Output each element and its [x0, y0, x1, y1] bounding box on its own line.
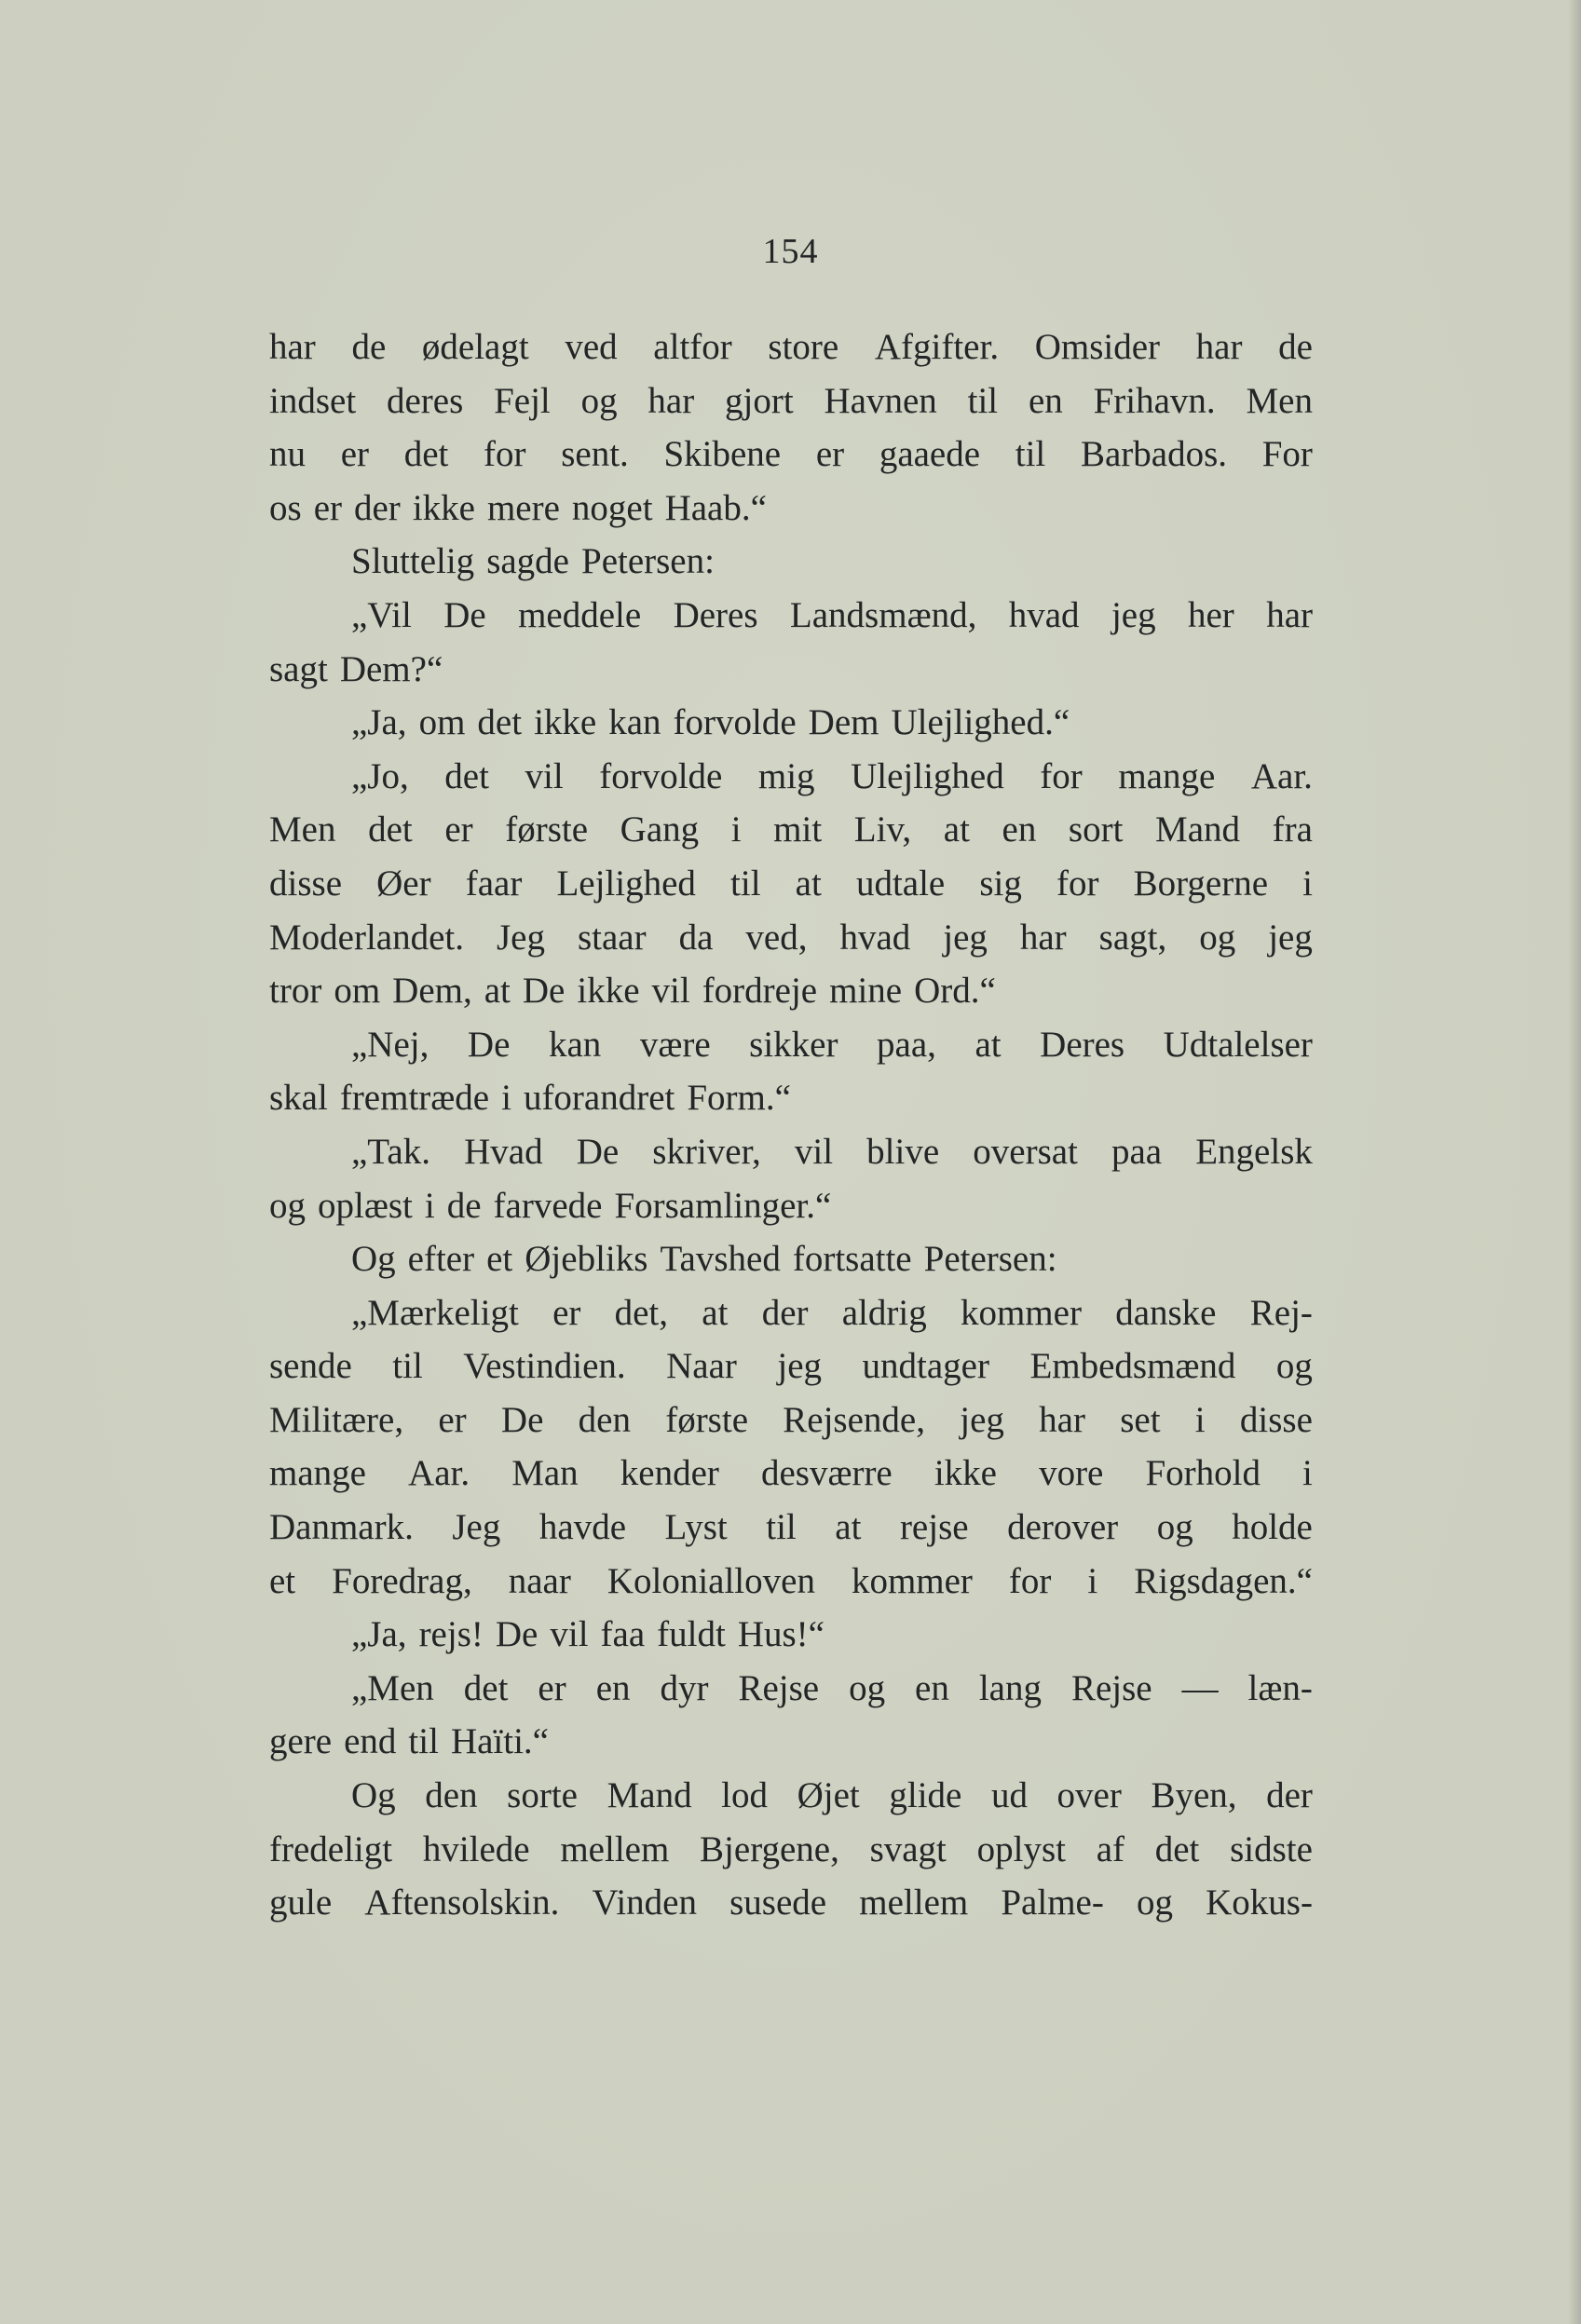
word: Havnen: [824, 380, 937, 421]
text-line: [269, 589, 1313, 643]
word: fredeligt: [269, 1828, 393, 1869]
text-line: [269, 1555, 1313, 1609]
text-line: [269, 857, 1313, 911]
text-line: [269, 1769, 1313, 1823]
word: blive: [866, 1131, 940, 1172]
word: vore: [1039, 1453, 1104, 1494]
word: Forsamlinger.“: [614, 1185, 832, 1226]
word: Aar.: [408, 1453, 470, 1494]
text-line: [269, 1662, 1313, 1716]
word: „Jo,: [351, 755, 409, 796]
word: og: [849, 1667, 886, 1708]
word: har: [1019, 917, 1067, 958]
word: kommer: [851, 1560, 973, 1601]
word: Dem,: [392, 971, 472, 1012]
word: Skibene: [663, 434, 782, 475]
word: vil: [794, 1131, 834, 1172]
word: Bjergene,: [700, 1828, 839, 1869]
word: det: [444, 755, 489, 796]
word: læn-: [1247, 1667, 1313, 1708]
word: Engelsk: [1195, 1131, 1313, 1172]
word: mellem: [859, 1882, 969, 1923]
word: end: [344, 1721, 397, 1762]
word: Rejse: [738, 1667, 820, 1708]
word: Ord.“: [914, 971, 996, 1012]
word: en: [915, 1667, 949, 1708]
text-line: [269, 1339, 1313, 1393]
word: om: [418, 702, 466, 743]
text-line: [269, 803, 1313, 857]
word: de: [446, 1185, 482, 1226]
word: at: [943, 809, 970, 850]
word: i: [424, 1185, 435, 1226]
word: for: [1008, 1560, 1052, 1601]
word: fra: [1272, 809, 1313, 850]
word: De: [467, 1024, 511, 1065]
word: Petersen:: [581, 541, 715, 582]
word: Barbados.: [1080, 434, 1228, 475]
word: Dem?“: [339, 648, 443, 689]
word: ved: [565, 327, 618, 367]
word: Haab.“: [664, 487, 767, 528]
word: har: [1266, 594, 1313, 635]
word: for: [484, 434, 526, 475]
word: ved,: [745, 917, 808, 958]
word: dyr: [660, 1667, 709, 1708]
word: „Ja,: [351, 1614, 407, 1655]
text-line: [269, 428, 1313, 482]
word: Fejl: [494, 380, 551, 421]
word: være: [639, 1024, 711, 1065]
word: rejse: [899, 1507, 969, 1548]
text-line: [269, 1286, 1313, 1340]
word: og: [1275, 1346, 1313, 1387]
word: vil: [525, 755, 564, 796]
word: mellem: [560, 1828, 670, 1869]
word: hvad: [839, 917, 911, 958]
word: „Ja,: [351, 702, 407, 743]
text-line: [269, 1232, 1313, 1286]
word: Foredrag,: [332, 1560, 472, 1601]
text-line: [269, 911, 1313, 965]
word: „Tak.: [351, 1131, 430, 1172]
word: Rejse: [1070, 1667, 1152, 1708]
word: ikke: [577, 971, 640, 1012]
word: det,: [614, 1292, 669, 1333]
word: gjort: [725, 380, 794, 421]
word: der: [761, 1292, 809, 1333]
word: Og: [351, 1239, 396, 1280]
word: kan: [608, 702, 661, 743]
word: forvolde: [599, 755, 723, 796]
word: nu: [269, 434, 306, 475]
text-line: [269, 1179, 1313, 1233]
word: lang: [978, 1667, 1042, 1708]
word: gere: [269, 1721, 333, 1762]
word: er: [815, 434, 845, 475]
word: i: [501, 1078, 511, 1119]
word: Gang: [620, 809, 700, 850]
word: „Vil: [351, 594, 412, 635]
word: De: [576, 1131, 620, 1172]
word: rejs!: [418, 1614, 484, 1655]
word: Ulejlighed: [851, 755, 1004, 796]
word: de: [351, 327, 387, 367]
word: der: [354, 487, 401, 528]
word: kan: [548, 1024, 602, 1065]
word: mine: [829, 971, 903, 1012]
word: De: [522, 971, 566, 1012]
word: jeg: [960, 1399, 1004, 1440]
word: den: [425, 1775, 478, 1816]
word: De: [495, 1614, 538, 1655]
word: disse: [269, 863, 342, 904]
word: naar: [508, 1560, 571, 1601]
word: der: [1266, 1775, 1313, 1816]
word: jeg: [1111, 594, 1156, 635]
word: meddele: [518, 594, 642, 635]
word: danske: [1115, 1292, 1217, 1333]
word: har: [647, 380, 695, 421]
word: og: [269, 1185, 306, 1226]
word: hvad: [1008, 594, 1080, 635]
word: staar: [577, 917, 647, 958]
word: Lyst: [664, 1507, 728, 1548]
word: derover: [1007, 1507, 1119, 1548]
word: Jeg: [452, 1507, 501, 1548]
word: havde: [538, 1507, 627, 1548]
word: Liv,: [853, 809, 912, 850]
word: mange: [1118, 755, 1216, 796]
word: Borgerne: [1133, 863, 1269, 904]
word: gule: [269, 1882, 333, 1923]
word: paa: [1111, 1131, 1163, 1172]
word: at: [702, 1292, 729, 1333]
word: gaaede: [879, 434, 981, 475]
word: Vinden: [592, 1882, 697, 1923]
word: Haïti.“: [450, 1721, 549, 1762]
word: Lejlighed: [556, 863, 696, 904]
word: at: [795, 863, 822, 904]
word: ikke: [534, 702, 597, 743]
word: fuldt: [657, 1614, 726, 1655]
word: den: [578, 1399, 631, 1440]
word: efter: [407, 1239, 475, 1280]
word: har: [1039, 1399, 1085, 1440]
word: er: [538, 1667, 566, 1708]
word: deres: [386, 380, 464, 421]
word: sorte: [507, 1775, 578, 1816]
word: Tavshed: [660, 1239, 781, 1280]
word: „Nej,: [351, 1024, 429, 1065]
word: det: [368, 809, 413, 850]
word: har: [269, 327, 316, 367]
word: de: [1278, 327, 1313, 367]
word: mere: [486, 487, 560, 528]
word: er: [340, 434, 369, 475]
body-text: [269, 320, 1313, 1930]
text-line: [269, 643, 1313, 697]
word: Omsider: [1034, 327, 1161, 367]
word: til: [967, 380, 999, 421]
word: oversat: [973, 1131, 1078, 1172]
text-line: [269, 964, 1313, 1018]
word: sikker: [749, 1024, 838, 1065]
word: at: [974, 1024, 1002, 1065]
word: sende: [269, 1346, 352, 1387]
word: aldrig: [841, 1292, 927, 1333]
word: os: [269, 487, 302, 528]
word: For: [1261, 434, 1313, 475]
word: første: [505, 809, 589, 850]
word: mig: [757, 755, 815, 796]
word: Frihavn.: [1093, 380, 1216, 421]
word: at: [484, 971, 511, 1012]
word: Sluttelig: [351, 541, 475, 582]
word: skal: [269, 1078, 328, 1119]
word: i: [1194, 1399, 1206, 1440]
word: Rigsdagen.“: [1134, 1560, 1313, 1601]
word: Naar: [666, 1346, 737, 1387]
word: skriver,: [652, 1131, 761, 1172]
word: Deres: [673, 594, 758, 635]
word: set: [1120, 1399, 1161, 1440]
word: har: [1195, 327, 1243, 367]
word: om: [334, 971, 381, 1012]
word: Og: [351, 1775, 396, 1816]
word: glide: [889, 1775, 962, 1816]
word: at: [835, 1507, 862, 1548]
word: svagt: [869, 1828, 947, 1869]
word: sent.: [561, 434, 629, 475]
text-line: [269, 1071, 1313, 1125]
text-line: [269, 374, 1313, 428]
word: tror: [269, 971, 322, 1012]
word: første: [665, 1399, 749, 1440]
word: hvilede: [422, 1828, 530, 1869]
word: her: [1187, 594, 1234, 635]
word: ud: [990, 1775, 1028, 1816]
word: sort: [1068, 809, 1124, 850]
word: ikke: [412, 487, 475, 528]
word: De: [500, 1399, 544, 1440]
word: et: [486, 1239, 513, 1280]
word: og: [1156, 1507, 1193, 1548]
word: over: [1056, 1775, 1122, 1816]
word: Vestindien.: [463, 1346, 626, 1387]
word: mange: [269, 1453, 366, 1494]
word: til: [392, 1346, 423, 1387]
word: Militære,: [269, 1399, 404, 1440]
word: er: [552, 1292, 581, 1333]
text-line: [269, 320, 1313, 374]
word: altfor: [653, 327, 732, 367]
word: en: [595, 1667, 631, 1708]
word: oplæst: [318, 1185, 413, 1226]
word: Jeg: [497, 917, 545, 958]
word: Hus!“: [737, 1614, 825, 1655]
word: mit: [773, 809, 823, 850]
word: det: [477, 702, 523, 743]
word: Aar.: [1250, 755, 1313, 796]
word: Rej-: [1249, 1292, 1313, 1333]
word: Palme-: [1001, 1882, 1104, 1923]
word: til: [408, 1721, 439, 1762]
word: vil: [550, 1614, 589, 1655]
word: Mand: [1155, 809, 1241, 850]
word: Men: [1246, 380, 1313, 421]
word: Hvad: [464, 1131, 543, 1172]
word: i: [730, 809, 742, 850]
word: „Men: [351, 1667, 434, 1708]
text-line: [269, 1823, 1313, 1877]
word: uforandret: [523, 1078, 675, 1119]
word: fremtræde: [339, 1078, 490, 1119]
word: kender: [620, 1453, 719, 1494]
text-line: [269, 535, 1313, 589]
word: en: [1002, 809, 1037, 850]
word: Øer: [376, 863, 431, 904]
word: Dem: [808, 702, 879, 743]
word: da: [678, 917, 714, 958]
text-line: [269, 1393, 1313, 1447]
word: Embedsmænd: [1029, 1346, 1236, 1387]
text-line: [269, 1715, 1313, 1769]
word: Deres: [1040, 1024, 1125, 1065]
word: noget: [571, 487, 653, 528]
word: indset: [269, 380, 357, 421]
word: fordreje: [702, 971, 818, 1012]
word: Danmark.: [269, 1507, 414, 1548]
word: i: [1087, 1560, 1098, 1601]
word: i: [1302, 1453, 1313, 1494]
word: det: [403, 434, 449, 475]
word: Rejsende,: [783, 1399, 925, 1440]
word: Kokus-: [1206, 1882, 1313, 1923]
word: kommer: [960, 1292, 1082, 1333]
page-edge-shadow: [1568, 0, 1581, 2324]
word: og: [580, 380, 618, 421]
word: store: [768, 327, 839, 367]
word: Forhold: [1145, 1453, 1261, 1494]
word: til: [730, 863, 761, 904]
word: faar: [465, 863, 523, 904]
word: Landsmænd,: [789, 594, 977, 635]
word: Mand: [607, 1775, 692, 1816]
word: ikke: [934, 1453, 997, 1494]
word: i: [1302, 863, 1313, 904]
word: sagt: [269, 648, 328, 689]
page-number: 154: [762, 232, 819, 271]
text-line: [269, 1125, 1313, 1179]
word: til: [766, 1507, 797, 1548]
word: disse: [1239, 1399, 1313, 1440]
word: til: [1015, 434, 1046, 475]
word: oplyst: [976, 1828, 1066, 1869]
word: er: [313, 487, 342, 528]
word: og: [1199, 917, 1236, 958]
text-line: [269, 482, 1313, 536]
word: Aftensolskin.: [364, 1882, 560, 1923]
word: lod: [721, 1775, 769, 1816]
word: Øjet: [797, 1775, 860, 1816]
word: paa,: [877, 1024, 936, 1065]
word: er: [438, 1399, 467, 1440]
word: holde: [1232, 1507, 1313, 1548]
word: Men: [269, 809, 336, 850]
word: „Mærkeligt: [351, 1292, 519, 1333]
word: for: [1056, 863, 1099, 904]
word: Udtalelser: [1163, 1024, 1313, 1065]
word: og: [1136, 1882, 1173, 1923]
word: Petersen:: [923, 1239, 1057, 1280]
word: sagt,: [1098, 917, 1167, 958]
word: er: [444, 809, 473, 850]
word: jeg: [1268, 917, 1313, 958]
word: Kolonialloven: [607, 1560, 815, 1601]
word: sig: [979, 863, 1022, 904]
word: for: [1040, 755, 1083, 796]
text-line: [269, 696, 1313, 750]
word: udtale: [855, 863, 946, 904]
word: susede: [729, 1882, 827, 1923]
word: Man: [511, 1453, 579, 1494]
word: Afgifter.: [874, 327, 1000, 367]
word: —: [1181, 1667, 1219, 1708]
text-line: [269, 1447, 1313, 1501]
word: farvede: [493, 1185, 603, 1226]
word: det: [463, 1667, 509, 1708]
word: jeg: [943, 917, 988, 958]
word: af: [1096, 1828, 1124, 1869]
text-line: [269, 1501, 1313, 1555]
word: De: [443, 594, 486, 635]
word: vil: [651, 971, 690, 1012]
word: Byen,: [1151, 1775, 1237, 1816]
word: et: [269, 1560, 296, 1601]
word: forvolde: [673, 702, 797, 743]
word: Ulejlighed.“: [891, 702, 1070, 743]
word: en: [1028, 380, 1063, 421]
word: det: [1154, 1828, 1200, 1869]
word: sidste: [1230, 1828, 1313, 1869]
text-line: [269, 750, 1313, 804]
text-line: [269, 1608, 1313, 1662]
word: jeg: [777, 1346, 823, 1387]
word: Moderlandet.: [269, 917, 465, 958]
word: undtager: [862, 1346, 989, 1387]
word: fortsatte: [792, 1239, 912, 1280]
text-line: [269, 1876, 1313, 1930]
text-line: [269, 1018, 1313, 1072]
word: sagde: [486, 541, 569, 582]
word: Form.“: [687, 1078, 791, 1119]
word: faa: [600, 1614, 646, 1655]
word: Øjebliks: [525, 1239, 648, 1280]
word: ødelagt: [421, 327, 529, 367]
word: desværre: [760, 1453, 893, 1494]
